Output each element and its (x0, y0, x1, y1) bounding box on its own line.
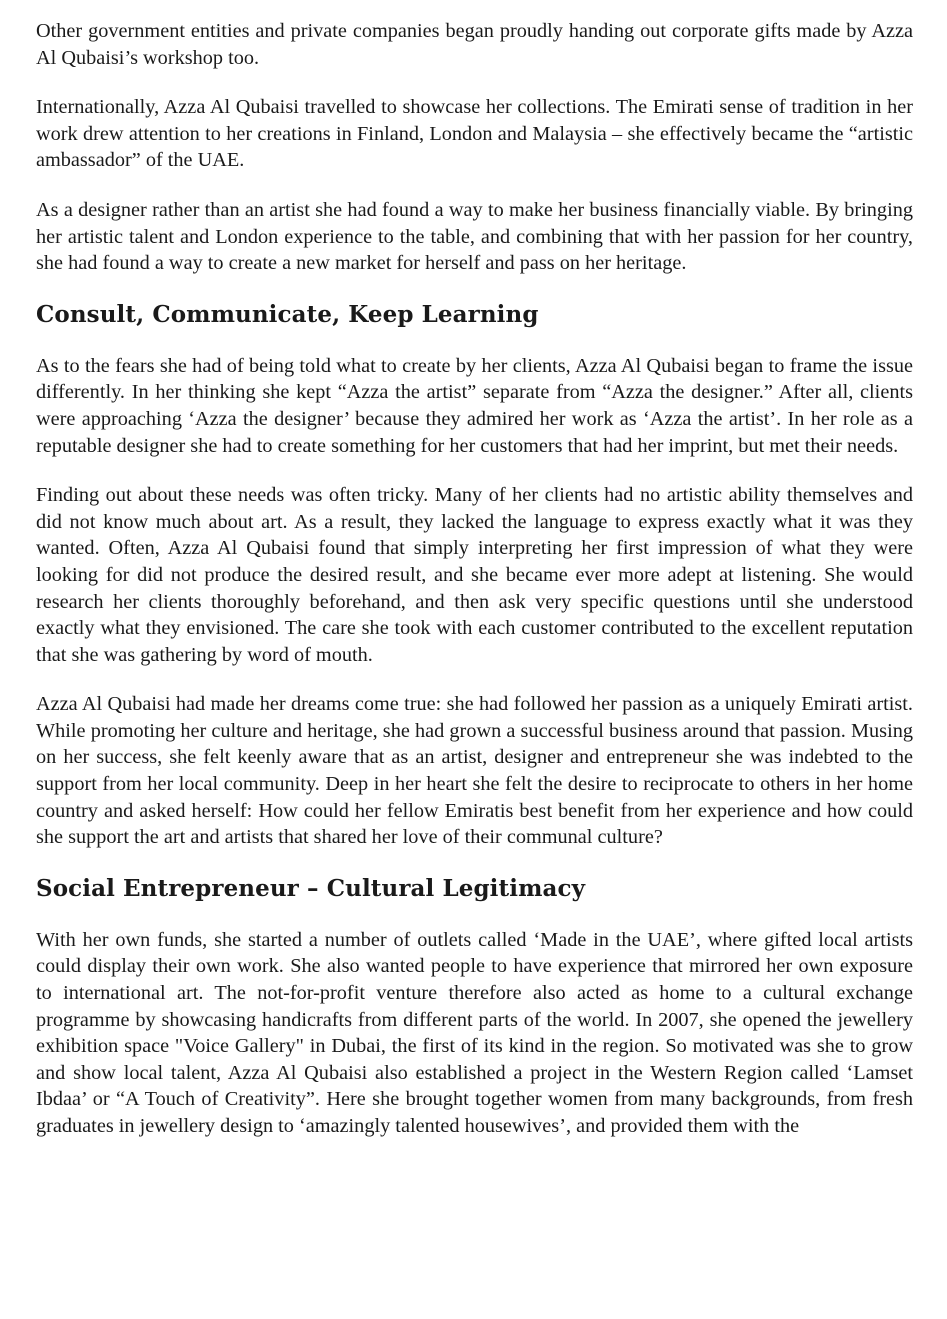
document-page (36, 18, 913, 1163)
paragraph-international: Internationally, Azza Al Qubaisi travelled to showcase her collections. The Emirati sense of tradition in her work drew attention to her creations in Finland, London and Malaysia – she effectively became the “artistic ambassador” of the UAE. (36, 96, 913, 172)
paragraph-dreams-true: Azza Al Qubaisi had made her dreams come true: she had followed her passion as a uniquely Emirati artist. While promoting her culture and heritage, she had grown a successful business around that passion. Musing on her success, she felt keenly aware that as an artist, designer and entrepreneur she was indebted to the support from her local community. Deep in her heart she felt the desire to reciprocate to others in her home country and asked herself: How could her fellow Emiratis best benefit from her experience and how could she support the art and artists that shared her love of their communal culture? (36, 693, 913, 849)
section-heading-social-entrepreneur: Social Entrepreneur – Cultural Legitimacy (36, 874, 586, 902)
paragraph-corporate-gifts: Other government entities and private companies began proudly handing out corporate gifts made by Azza Al Qubaisi’s workshop too. (36, 20, 913, 69)
paragraph-artist-designer: As to the fears she had of being told what to create by her clients, Azza Al Qubaisi began to frame the issue differently. In her thinking she kept “Azza the artist” separate from “Azza the designer.” After all, clients were approaching ‘Azza the designer’ because they admired her work as ‘Azza the artist’. In her role as a reputable designer she had to create something for her customers that had her imprint, but met their needs. (36, 354, 913, 457)
paragraph-made-in-uae: With her own funds, she started a number of outlets called ‘Made in the UAE’, where gifted local artists could display their own work. She also wanted people to have experience that mirrored her own exposure to international art. The not-for-profit venture therefore also acted as home to a cultural exchange programme by showcasing handicrafts from different parts of the world. In 2007, she opened the jewellery exhibition space "Voice Gallery" in Dubai, the first of its kind in the region. So motivated was she to grow and show local talent, Azza Al Qubaisi also established a project in the Western Region called ‘Lamset Ibdaa’ or “A Touch of Creativity”. Here she brought together women from many backgrounds, from fresh graduates in jewellery design to ‘amazingly talented housewives’, and provided them with the (36, 928, 913, 1137)
paragraph-designer-viable: As a designer rather than an artist she had found a way to make her business financially viable. By bringing her artistic talent and London experience to the table, and combining that with her passion for her country, she had found a way to create a new market for herself and pass on her heritage. (36, 198, 913, 275)
paragraph-client-needs: Finding out about these needs was often tricky. Many of her clients had no artistic ability themselves and did not know much about art. As a result, they lacked the language to express exactly what it was they wanted. Often, Azza Al Qubaisi found that simply interpreting her first impression of what they were looking for did not produce the desired result, and she became ever more adept at listening. She would research her clients thoroughly beforehand, and then ask very specific questions until she understood exactly what they envisioned. The care she took with each customer contributed to the excellent reputation that she was gathering by word of mouth. (36, 484, 913, 666)
section-heading-consult: Consult, Communicate, Keep Learning (36, 300, 539, 328)
